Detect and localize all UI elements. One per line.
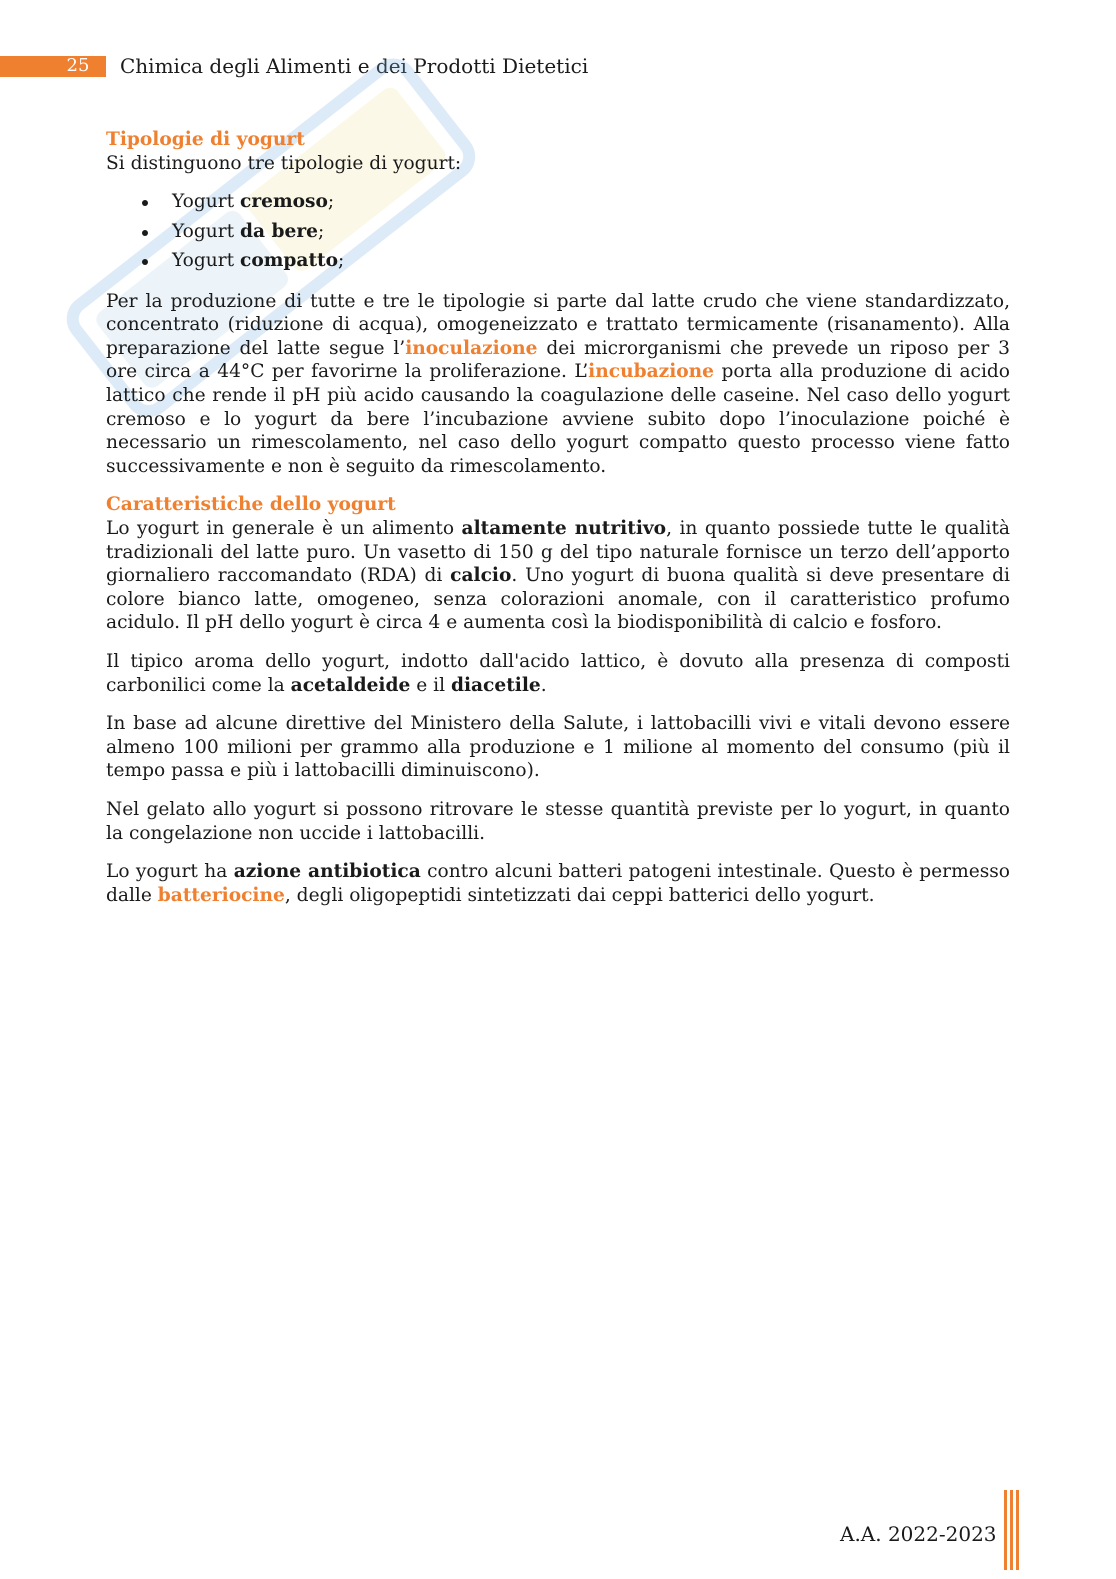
highlight-term: incubazione xyxy=(588,361,715,383)
list-item-suffix: ; xyxy=(327,191,335,213)
footer-line xyxy=(1004,1490,1007,1570)
text-run: Il tipico aroma dello yogurt, indotto dall'acido lattico, è dovuto alla presenza di composti carbonilici come la xyxy=(106,651,1010,696)
list-item xyxy=(172,217,1010,247)
footer-decoration xyxy=(1004,1490,1024,1570)
list-item-suffix: ; xyxy=(338,250,345,272)
text-run: porta alla produzione di acido lattico che rende il pH più acido causando la coagulazione delle caseine. Nel caso dello yogurt cremoso e lo yogurt da bere l’incubazione avviene subito dopo l’inoculazione poiché è necessario un rimescolamento, nel caso dello yogurt compatto questo processo viene fatto successivamente e non è seguito da rimescolamento. xyxy=(106,361,1010,477)
list-item-prefix: Yogurt xyxy=(172,220,241,242)
bold-term: acetaldeide xyxy=(290,674,411,696)
lactobacilli-paragraph: In base ad alcune direttive del Ministero della Salute, i lattobacilli vivi e vitali devono essere almeno 100 milioni per grammo alla produzione e 1 milione al momento del consumo (più il tempo passa e più i lattobacilli diminuiscono). xyxy=(106,713,1010,782)
bold-term: diacetile xyxy=(450,674,541,696)
list-item-bold: cremoso xyxy=(240,191,328,213)
page-number: 25 xyxy=(66,55,90,76)
text-run: , in quanto possiede tutte le qualità tradizionali del latte puro. Un vasetto di 150 g del tipo naturale fornisce un terzo dell’apporto giornaliero raccomandato (RDA) di xyxy=(106,518,1010,587)
list-item-prefix: Yogurt xyxy=(172,250,241,272)
text-run: Per la produzione di tutte e tre le tipologie si parte dal latte crudo che viene standardizzato, concentrato (riduzione di acqua), omogeneizzato e trattato termicamente (risanamento). Alla preparazione del latte segue l’ xyxy=(106,290,1010,359)
text-run: e il xyxy=(410,674,451,696)
text-run: contro alcuni batteri patogeni intestinale. Questo è permesso dalle xyxy=(106,861,1010,906)
text-run: Lo yogurt in generale è un alimento xyxy=(106,518,462,540)
production-paragraph xyxy=(106,290,1010,479)
list-item xyxy=(172,187,1010,217)
list-item-bold: compatto xyxy=(240,250,339,272)
text-run: dei microrganismi che prevede un riposo per 3 ore circa a 44°C per favorirne la proliferazione. L’ xyxy=(106,337,1010,383)
bold-term: azione antibiotica xyxy=(233,861,421,883)
highlight-term: inoculazione xyxy=(405,337,538,359)
text-run: . Uno yogurt di buona qualità si deve presentare di colore bianco latte, omogeneo, senza colorazioni anomale, con il caratteristico profumo acidulo. Il pH dello yogurt è circa 4 e aumenta così la biodisponibilità di calcio e fosforo. xyxy=(106,565,1011,634)
list-item-prefix: Yogurt xyxy=(172,191,241,213)
list-item-bold: da bere xyxy=(240,220,318,242)
bold-term: calcio xyxy=(450,565,512,587)
yogurt-type-list xyxy=(106,187,1010,276)
footer-line xyxy=(1010,1490,1013,1570)
section-title-caratteristiche: Caratteristiche dello yogurt xyxy=(106,494,396,516)
text-run: , degli oligopeptidi sintetizzati dai ceppi batterici dello yogurt. xyxy=(284,884,875,906)
academic-year: A.A. 2022-2023 xyxy=(840,1522,997,1546)
intro-text: Si distinguono tre tipologie di yogurt: xyxy=(106,152,462,174)
list-item-suffix: ; xyxy=(318,220,325,242)
page-content xyxy=(106,128,1010,922)
book-title: Chimica degli Alimenti e dei Prodotti Dietetici xyxy=(120,54,589,78)
list-item xyxy=(172,246,1010,276)
footer-line xyxy=(1016,1490,1019,1570)
nutrition-paragraph xyxy=(106,517,1010,635)
gelato-paragraph: Nel gelato allo yogurt si possono ritrovare le stesse quantità previste per lo yogurt, in quanto la congelazione non uccide i lattobacilli. xyxy=(106,798,1010,844)
antibiotic-paragraph xyxy=(106,860,1010,907)
text-run: . xyxy=(540,674,547,696)
text-run: Lo yogurt ha xyxy=(106,861,234,883)
section-title-tipologie: Tipologie di yogurt xyxy=(106,129,305,150)
aroma-paragraph xyxy=(106,650,1010,697)
highlight-term: batteriocine xyxy=(157,884,285,906)
section-intro xyxy=(106,152,1010,176)
bold-term: altamente nutritivo xyxy=(461,518,667,540)
